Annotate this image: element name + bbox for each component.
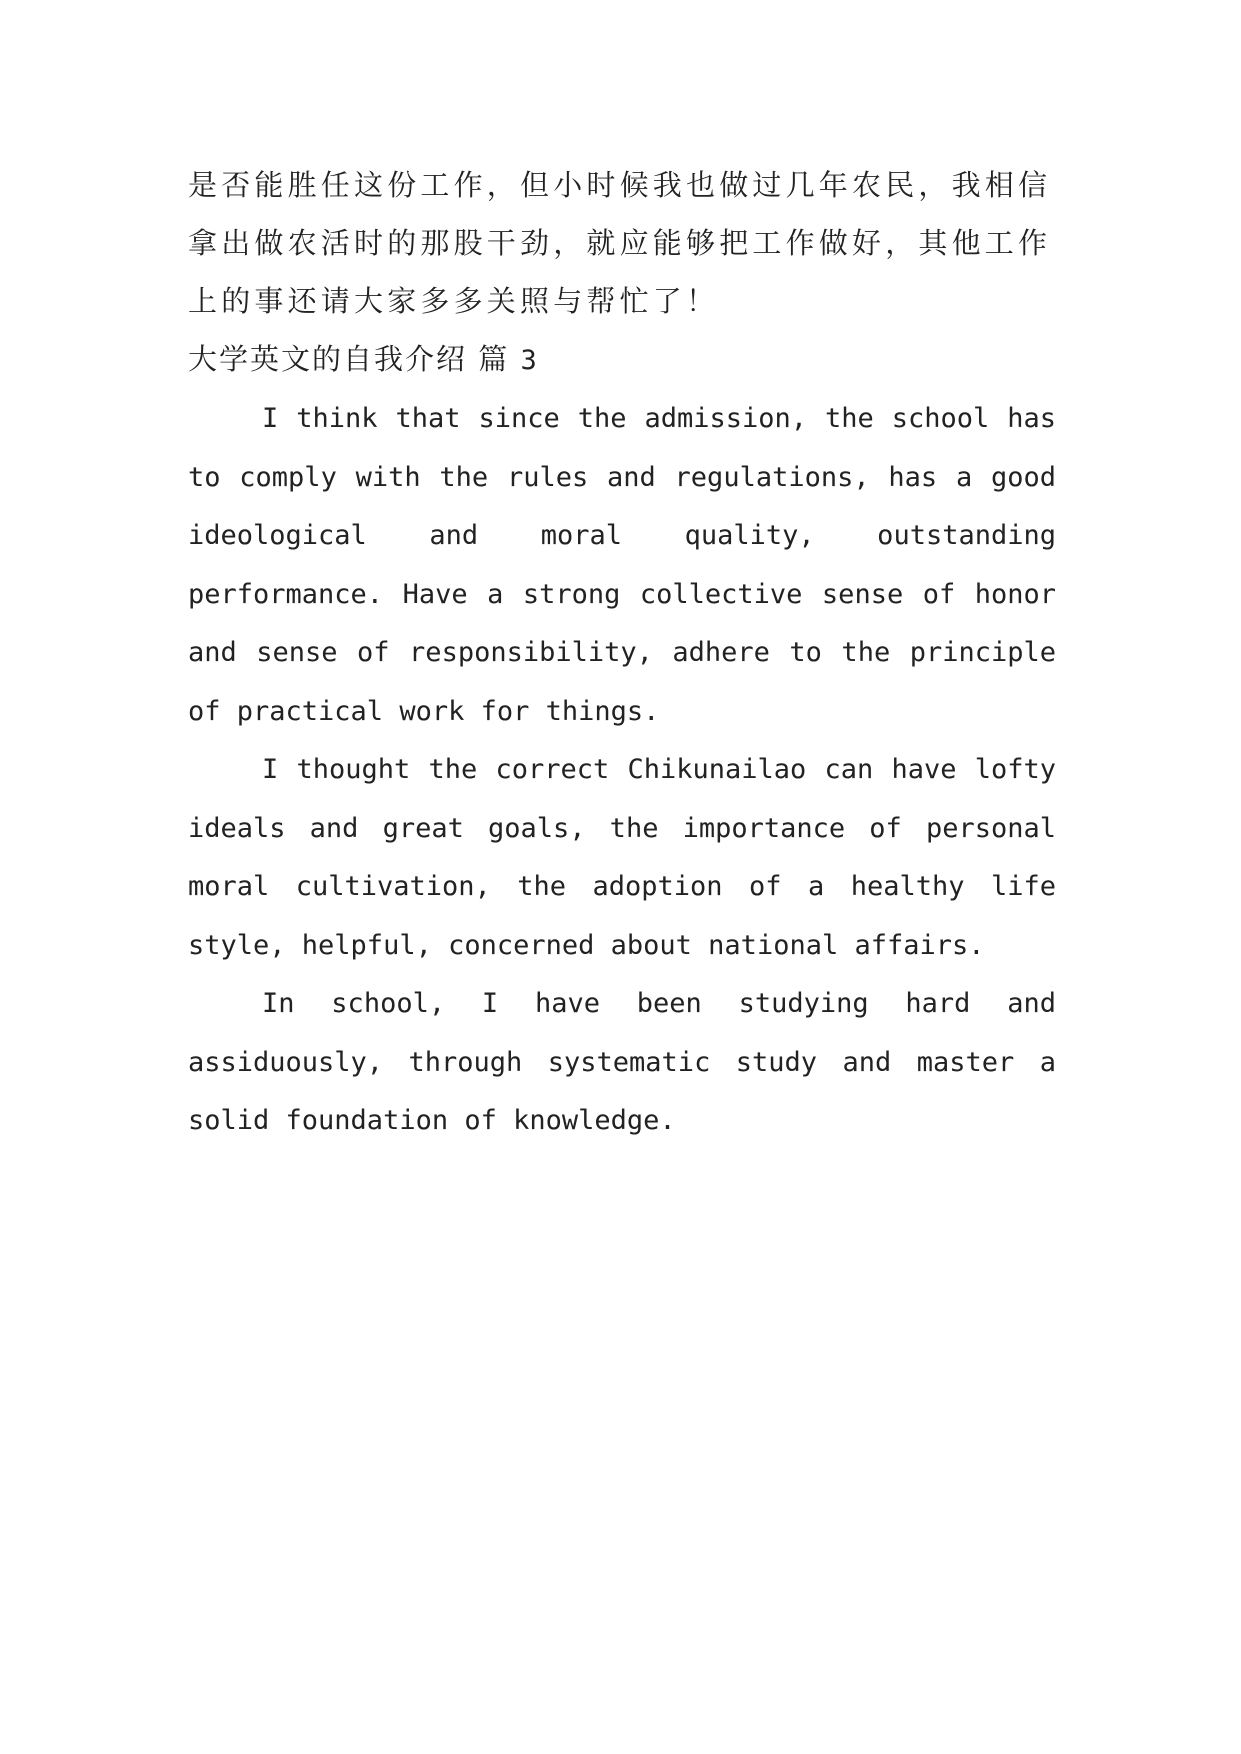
paragraph: [188, 741, 1056, 975]
document-body: [188, 156, 1056, 1151]
text-line: 上的事还请大家多多关照与帮忙了！: [188, 284, 720, 318]
paragraph: [188, 390, 1056, 741]
section-heading: [188, 330, 1056, 390]
text-line: 拿出做农活时的那股干劲，就应能够把工作做好，其他工作: [188, 226, 1052, 260]
paragraph-text: In school, I have been studying hard and assiduously, through systematic study and master a solid foundation of knowledge.: [188, 988, 1056, 1136]
text-line: 是否能胜任这份工作，但小时候我也做过几年农民，我相信: [188, 168, 1052, 202]
paragraph: [188, 975, 1056, 1151]
section-number: 3: [520, 345, 539, 376]
paragraph-text: I thought the correct Chikunailao can have lofty ideals and great goals, the importance of personal moral cultivation, the adoption of a healthy life style, helpful, concerned about national affairs.: [188, 754, 1056, 961]
section-title: 大学英文的自我介绍 篇: [188, 342, 510, 376]
paragraph-text: I think that since the admission, the school has to comply with the rules and regulations, has a good ideological and moral quality, outstanding performance. Have a strong collective sense of honor and sense of responsibility, adhere to the principle of practical work for things.: [188, 403, 1056, 727]
